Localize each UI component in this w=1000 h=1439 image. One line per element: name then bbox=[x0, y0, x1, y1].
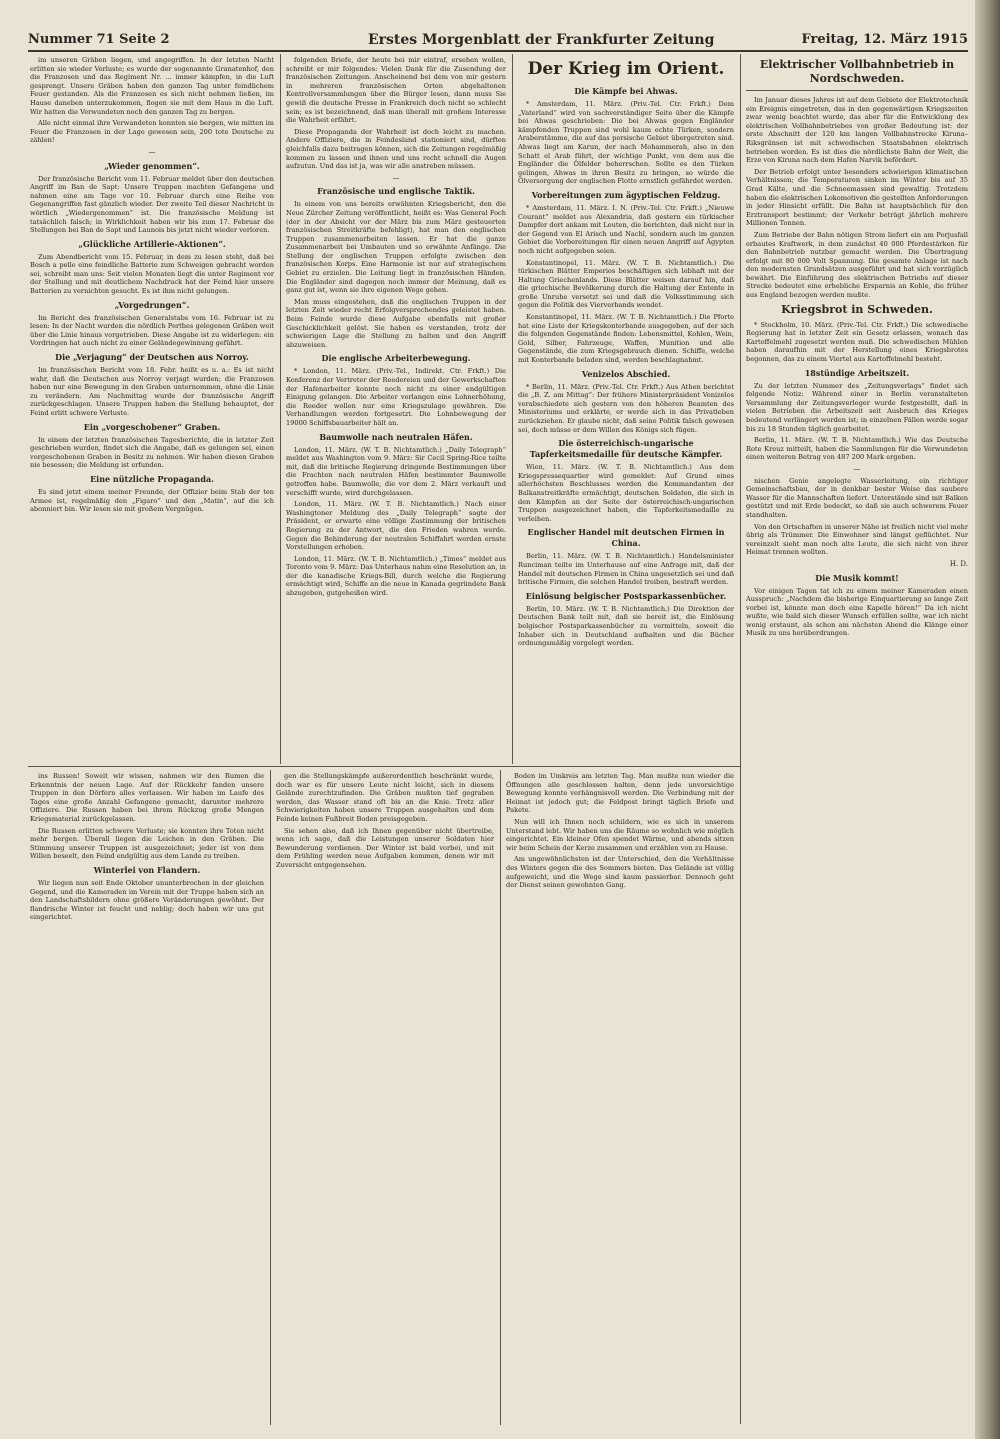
article-paragraph: ins Russen! Soweit wir wissen, nahmen wir den Rumen die Erkenntnis der neuen Lage. Auf der Rückkehr fanden unsere Truppen in den Dörfern alles verlassen. Wir haben im Laufe des Tages eine große Anzahl Gefangene gemacht, darunter mehrere Offiziere. Die Russen haben bei ihrem Rückzug große Mengen Kriegsmaterial zurückgelassen. bbox=[30, 772, 264, 823]
article-paragraph: Vor einigen Tagen tat ich zu einem meiner Kameraden einen Ausspruch: „Nachdem die bisherige Einquartierung so lange Zeit vorbei ist, könnte man doch eine Kapelle hören!“ Da ich nicht wußte, wie bald sich dieser Wunsch erfüllen sollte, war ich nicht wenig erstaunt, als schon am nächsten Abend die Klänge einer Musik zu uns herüberdrangen. bbox=[746, 586, 968, 638]
article-paragraph: * Berlin, 11. März. (Priv.-Tel. Ctr. Frkft.) Aus Athen berichtet die „B. Z. am Mittag“: Der frühere Ministerpräsident Venizelos verabschiedete sich gestern von den höheren Beamten des Ministeriums und erklärte, er werde sich in das Privatleben zurückziehen. Er glaube nicht, daß seine Politik falsch gewesen sei, doch müsse er dem Willen des Königs sich fügen. bbox=[518, 382, 734, 434]
issue-date: Freitag, 12. März 1915 bbox=[801, 32, 968, 47]
section-heading: Einlösung belgischer Postsparkassenbücher. bbox=[525, 590, 727, 601]
article-paragraph: Der französische Bericht vom 11. Februar meldet über den deutschen Angriff im Ban de Sapt: Unsere Truppen machten Gefangene und nahmen eine am Tage vor 10. Februar durch eine Reihe von Gegenangriffen fast gänzlich wieder. Der zweite Teil dieser Nachricht in wörtlich „Wiedergenommen“ ist. Die französische Meldung ist tatsächlich falsch; in Wirklichkeit haben wir bis zum 17. Februar die Stellungen bei Ban de Sapt und Launois bis jetzt nicht wieder verloren. bbox=[30, 174, 274, 235]
article-paragraph: London, 11. März. (W. T. B. Nichtamtlich.) „Daily Telegraph“ meldet aus Washington vom 9. März: Sir Cecil Spring-Rice teilte mit, daß die britische Regierung dringende Bestimmungen über die Frachten nach neutralen Häfen bestimmter Baumwolle getroffen habe. Baumwolle, die vor dem 2. März verkauft und verschifft wurde, wird durchgelassen. bbox=[286, 445, 506, 497]
section-heading: 18stündige Arbeitszeit. bbox=[804, 367, 910, 378]
article-paragraph: Man muss eingestehen, daß die englischen Truppen in der letzten Zeit wieder recht Erfolgversprechendes geleistet haben. Beim Feinde wurde diese Aufgabe ebenfalls mit großer Geschicklichkeit gelöst. Sie haben es verstanden, trotz der schwierigen Lage die Stellung zu halten und den Angriff abzuweisen. bbox=[286, 297, 506, 349]
section-rule bbox=[28, 766, 740, 767]
section-heading: Die Musik kommt! bbox=[815, 572, 899, 583]
article-paragraph: Wien, 11. März. (W. T. B. Nichtamtlich.) Aus dem Kriegspressequartier wird gemeldet: Auf Grund eines allerhöchsten Beschlusses werden die Kommandanten der Balkanstreitkräfte ermächtigt, deutschen Soldaten, die sich in den Kämpfen an der Seite der österreichisch-ungarischen Truppen ausgezeichnet haben, die Tapferkeitsmedaille zu verleihen. bbox=[518, 463, 734, 523]
column-rule bbox=[740, 54, 741, 1424]
article-paragraph: folgenden Briefe, der heute bei mir eintraf, ersehen wollen, schreibt er mir folgendes: Vielen Dank für die Zusendung der französischen Zeitungen. Anscheinend bei dem von mir gestern in mehreren französischen Orten abgehaltenen Kontrollversammlungen über die Bürger lesen, dann muss Sie gewiß die deutsche Presse in Frankreich doch nicht so schlecht sein; es ist bezeichnend, daß man überall mit großem Interesse die Wahrheit erfährt. bbox=[286, 56, 506, 125]
issue-number: Nummer 71 Seite 2 bbox=[28, 32, 170, 47]
column-feuilleton-2 bbox=[276, 772, 494, 1422]
article-paragraph: Alle nicht einmal ihre Verwandeten konnten sie bergen, wie mitten im Feuer die Franzosen in der Lage gewesen sein, 200 tote Deutsche zu zählen! bbox=[30, 119, 274, 145]
section-heading: Die „Verjagung“ der Deutschen aus Norroy. bbox=[55, 352, 249, 363]
section-heading: Englischer Handel mit deutschen Firmen in China. bbox=[527, 527, 725, 549]
article-paragraph: im unseren Gräben liegen, und angegriffen. In der letzten Nacht erlitten sie wieder Verluste; es wurde der sogenannte Granatenhof, den die Franzosen und das Regiment Nr. ... immer kämpfen, in die Luft gesprengt. Unsere Gräben haben den ganzen Tag unter feindlichem Feuer gestanden. Als die Franzosen es sich nicht nehmen ließen, im Hause daneben unterzukommen, flogen sie mit dem Haus in die Luft. Wir hatten die Verwundeten noch den ganzen Tag zu bergen. bbox=[30, 56, 274, 116]
section-heading: „Vorgedrungen“. bbox=[114, 299, 190, 310]
article-paragraph: * London, 11. März. (Priv.-Tel., Indirekt. Ctr. Frkft.) Die Konferenz der Vertreter der Reedereien und der Gewerkschaften der Hafenarbeiter konnte noch nicht zu einer endgültigen Einigung gelangen. Die Arbeiter verlangen eine Lohnerhöhung, die Reeder wollen nur eine Kriegszulage gewähren. Die Verhandlungen werden fortgesetzt. Die Lohnbewegung der 19000 Schiffsbauarbeiter hält an. bbox=[286, 367, 506, 427]
article-paragraph: Wir liegen nun seit Ende Oktober ununterbrochen in der gleichen Gegend, und die Kameraden im Verein mit der Truppe haben sich an den Landschaftsbildern ohne größere Veränderungen gewöhnt. Der flandrische Winter ist feucht und neblig; doch haben wir uns gut eingerichtet. bbox=[30, 878, 264, 922]
section-heading: „Wieder genommen“. bbox=[104, 160, 200, 171]
section-heading: Kriegsbrot in Schweden. bbox=[781, 302, 933, 316]
article-paragraph: Es sind jetzt einem meiner Freunde, der Offizier beim Stab der ten Armee ist, regelmäßig den „Figaro“ und den „Matin“, auf die ich abonniert bin. Wir lesen sie mit großem Vergnügen. bbox=[30, 487, 274, 514]
article-paragraph: Berlin, 10. März. (W. T. B. Nichtamtlich.) Die Direktion der Deutschen Bank teilt mit, daß sie bereit ist, die Einlösung belgischer Postsparkassenbücher zu vermitteln, soweit die Inhaber sich in Deutschland aufhalten und die Bücher ordnungsmäßig vorgelegt werden. bbox=[518, 604, 734, 648]
article-paragraph: Im Bericht des französischen Generalstabs vom 16. Februar ist zu lesen: In der Nacht wurden die nördlich Perthes gelegenen Gräben weit über die Linie hinaus vorgetrieben. Diese Angabe ist zu widerlegen: ein Vordringen hat auch nicht zu einer Geländegewinnung geführt. bbox=[30, 313, 274, 348]
article-paragraph: Zum Betriebe der Bahn nötigen Strom liefert ein am Porjusfall erbautes Kraftwerk, in dem zunächst 40 000 Pferdestärken für den Bahnbetrieb nutzbar gemacht werden. Die Übertragung erfolgt mit 80 000 Volt Spannung. Die gesamte Anlage ist nach den modernsten Grundsätzen ausgeführt und hat sich vorzüglich bewährt. Die Einführung des elektrischen Betriebs auf dieser Strecke bedeutet eine erhebliche Ersparnis an Kohle, die früher aus England bezogen werden mußte. bbox=[746, 230, 968, 300]
page-binding-edge bbox=[975, 0, 1000, 1439]
article-paragraph: Konstantinopel, 11. März. (W. T. B. Nichtamtlich.) Die Pforte hat eine Liste der Kriegskonterbande ausgegeben, auf der sich die folgenden Gegenstände finden: Lebensmittel, Kohlen, Wein, Gold, Silber, Fahrzeuge, Waffen, Munition und alle Gegenstände, die zum Kriegsgebrauch dienen. Schiffe, welche mit Konterbande beladen sind, werden beschlagnahmt. bbox=[518, 313, 734, 365]
column-rule bbox=[270, 770, 271, 1425]
column-rule bbox=[500, 770, 501, 1425]
column-front-reports bbox=[30, 56, 274, 762]
article-paragraph: * Amsterdam, 11. März. (Priv.-Tel. Ctr. Frkft.) Dem „Vaterland“ wird von sachverständiger Seite über die Kämpfe bei Ahwas geschrieben: Die bei Ahwas gegen Engländer kämpfenden Truppen sind wohl kaum echte Türken, sondern Araberstämme, die auf das persische Gebiet übergetreten sind. Ahwas liegt am Karun, der nach Mohammerah, also in den Schatt el Arab führt, der wichtige Punkt, von dem aus die Engländer die Ölfelder beherrschen. Sollte es den Türken gelingen, Ahwas in ihren Besitz zu bringen, so würde die Ölversorgung der englischen Flotte ernstlich gefährdet werden. bbox=[518, 100, 734, 186]
article-paragraph: Diese Propaganda der Wahrheit ist doch leicht zu machen. Andere Offiziere, die in Feindesland stationiert sind, dürften gleichfalls dazu beitragen können, sich die Zeitungen regelmäßig kommen zu lassen und ihnen und uns recht schnell die Augen aufzutun. Und das ist ja, was wir alle anstreben müssen. bbox=[286, 127, 506, 171]
column-feuilleton-3 bbox=[506, 772, 734, 1422]
column-feuilleton-1 bbox=[30, 772, 264, 1422]
article-paragraph: Der Betrieb erfolgt unter besonders schwierigen klimatischen Verhältnissen; die Temperaturen sinken im Winter bis auf 35 Grad Kälte, und die Schneemassen sind gewaltig. Trotzdem haben die elektrischen Lokomotiven die gestellten Anforderungen in jeder Hinsicht erfüllt. Die Bahn ist hauptsächlich für den Erztransport bestimmt; der Verkehr beträgt jährlich mehrere Millionen Tonnen. bbox=[746, 167, 968, 228]
article-paragraph: Boden im Umkreis am letzten Tag. Man mußte nun wieder die Öffnungen alle geschlossen halten, denn jede unvorsichtige Bewegung konnte verhängnisvoll werden. Die Verbindung mit der Heimat ist jedoch gut; die Feldpost bringt täglich Briefe und Pakete. bbox=[506, 772, 734, 815]
article-paragraph: Zum Abendbericht vom 15. Februar, in dem zu lesen steht, daß bei Bosch a pelle eine feindliche Batterie zum Schweigen gebracht worden sei, schreibt man uns: Seit vielen Monaten liegt die unter Regiment vor der Stellung und mit deutlichem Nachdruck hat der Feind hier unsere Batterien zu vernichten gesucht. Es ist ihm nicht gelungen. bbox=[30, 252, 274, 296]
article-paragraph: Berlin, 11. März. (W. T. B. Nichtamtlich.) Handelsminister Runciman teilte im Unterhause auf eine Anfrage mit, daß der Handel mit deutschen Firmen in China ungesetzlich sei und daß britische Firmen, die solchen Handel treiben, bestraft werden. bbox=[518, 552, 734, 587]
column-rule bbox=[280, 54, 281, 764]
section-heading: Vorbereitungen zum ägyptischen Feldzug. bbox=[531, 189, 721, 200]
column-rule bbox=[512, 54, 513, 764]
article-paragraph: Die Russen erlitten schwere Verluste; sie konnten ihre Toten nicht mehr bergen. Überall liegen die Leichen in den Gräben. Die Stimmung unserer Truppen ist ausgezeichnet; jeder ist von dem Willen beseelt, den Feind endgültig aus dem Lande zu treiben. bbox=[30, 826, 264, 861]
article-paragraph: Sie sehen also, daß ich Ihnen gegenüber nicht übertreibe, wenn ich sage, daß die Leistungen unserer Soldaten hier Bewunderung verdienen. Der Winter ist bald vorbei, und mit dem Frühling werden neue Aufgaben kommen, denen wir mit Zuversicht entgegensehen. bbox=[276, 826, 494, 869]
article-paragraph: London, 11. März. (W. T. B. Nichtamtlich.) Nach einer Washingtoner Meldung des „Daily Telegraph“ sagte der Präsident, er erwarte eine völlige Zustimmung der britischen Regierung zu der Antwort, die den Frieden wahren werde. Gegen die Behinderung der neutralen Schiffahrt werden ernste Vorstellungen erhoben. bbox=[286, 500, 506, 552]
article-paragraph: Im französischen Bericht vom 18. Febr. heißt es u. a.: Es ist nicht wahr, daß die Deutschen aus Norroy verjagt wurden; die Franzosen haben nur eine Bewegung in den Graben unternommen, ohne die Linie zu verändern. Am Nachmittag wurde der französische Angriff zurückgeschlagen. Unsere Truppen haben die Stellung behauptet, der Feind erlitt schwere Verluste. bbox=[30, 366, 274, 417]
section-heading: Die Kämpfe bei Ahwas. bbox=[574, 86, 678, 96]
article-title: Der Krieg im Orient. bbox=[527, 59, 725, 79]
article-paragraph: London, 11. März. (W. T. B. Nichtamtlich.) „Times“ meldet aus Toronto vom 9. März: Das Unterhaus nahm eine Resolution an, in der die kanadische Kriegs-Bill, durch welche die Regierung ermächtigt wird, Schiffe an die neue in Kanada gegründete Bank abzugeben, gutgeheißen wird. bbox=[286, 554, 506, 598]
article-paragraph: Am ungewöhnlichsten ist der Unterschied, den die Verhältnisse des Winters gegen die des Sommers bieten. Das Gelände ist völlig aufgeweicht, und die Wege sind kaum passierbar. Dennoch geht der Dienst seinen gewohnten Gang. bbox=[506, 855, 734, 890]
divider: — bbox=[148, 147, 156, 156]
section-heading: Französische und englische Taktik. bbox=[317, 186, 475, 197]
article-paragraph: gen die Stellungskämpfe außerordentlich beschränkt wurde, doch war es für unsere Leute nicht leicht, sich in diesem Gelände zurechtzufinden. Die Gräben mußten tief gegraben werden, das Wasser stand oft bis an die Knie. Trotz aller Schwierigkeiten haben unsere Truppen ausgehalten und dem Feinde keinen Fußbreit Boden preisgegeben. bbox=[276, 772, 494, 823]
section-heading: Winterlei von Flandern. bbox=[93, 864, 201, 875]
page-header bbox=[28, 28, 968, 52]
column-orient-war bbox=[518, 56, 734, 762]
article-paragraph: Konstantinopel, 11. März. (W. T. B. Nichtamtlich.) Die türkischen Blätter Emperios beschäftigen sich lebhaft mit der Haltung Griechenlands. Diese Blätter weisen darauf hin, daß die griechische Bevölkerung durch die Haltung der Entente in große Unruhe versetzt sei und daß die Volksstimmung sich gegen die Politik des Vierverbands wendet. bbox=[518, 258, 734, 310]
article-paragraph: Zu der letzten Nummer des „Zeitungsverlags“ findet sich folgende Notiz: Während einer in Berlin veranstalteten Versammlung der Zeitungsverleger wurde festgestellt, daß in vielen Betrieben die Arbeitszeit seit Ausbruch des Krieges bedeutend verlängert worden ist; in einzelnen Fällen werde sogar bis zu 18 Stunden täglich gearbeitet. bbox=[746, 381, 968, 433]
article-paragraph: Berlin, 11. März. (W. T. B. Nichtamtlich.) Wie das Deutsche Rote Kreuz mitteilt, haben die Sammlungen für die Verwundeten einen weiteren Betrag von 487 200 Mark ergeben. bbox=[746, 436, 968, 462]
author-signature: H. D. bbox=[949, 559, 968, 568]
article-paragraph: In einem der letzten französischen Tagesberichte, die in letzter Zeit geschrieben wurden, findet sich die Angabe, daß es gelungen sei, einen vorgeschobenen Graben in Besitz zu nehmen. Wir haben diesen Graben nie besessen; die Meldung ist erfunden. bbox=[30, 435, 274, 470]
divider: — bbox=[853, 464, 861, 473]
section-heading: „Glückliche Artillerie-Aktionen“. bbox=[78, 238, 226, 249]
article-paragraph: nischen Genie angelegte Wasserleitung, ein richtiger Gemeinschaftsbau, der in denkbar bester Weise das saubere Wasser für die Mannschaften liefert. Unterstände sind mit Balken gestützt und mit Erde bedeckt, so daß sie auch schwerem Feuer standhalten. bbox=[746, 476, 968, 519]
article-paragraph: * Amsterdam, 11. März. I. N. (Priv.-Tel. Ctr. Frkft.) „Nieuwe Courant“ meldet aus Alexandria, daß gestern ein türkischer Dampfer dort ankam mit Leuten, die berichten, daß nicht nur in der Gegend von El Arisch und Nachl, sondern auch im ganzen Gebiet die Vorbereitungen für einen neuen Angriff auf Ägypten noch nicht aufgegeben seien. bbox=[518, 203, 734, 255]
masthead-title: Erstes Morgenblatt der Frankfurter Zeitung bbox=[368, 32, 715, 48]
article-paragraph: Im Januar dieses Jahres ist auf dem Gebiete der Elektrotechnik ein Ereignis eingetreten, das in den gegenwärtigen Kriegszeiten zwar wenig beachtet wurde, das aber für die Entwicklung des elektrischen Vollbahnbetriebes von großer Bedeutung ist: der erste Abschnitt der 120 km langen Vollbahnstrecke Kiruna–Riksgränsen ist mit schwedischen Staatsbahnen elektrisch betrieben worden. Es ist dies die nördlichste Bahn der Welt, die Erze von Kiruna nach dem Hafen Narvik befördert. bbox=[746, 96, 968, 165]
section-heading: Baumwolle nach neutralen Häfen. bbox=[319, 431, 473, 442]
column-tactics bbox=[286, 56, 506, 762]
section-heading: Die englische Arbeiterbewegung. bbox=[321, 353, 471, 364]
section-heading: Die österreichisch-ungarische Tapferkeitsmedaille für deutsche Kämpfer. bbox=[529, 438, 723, 460]
article-paragraph: Von den Ortschaften in unserer Nähe ist freilich nicht viel mehr übrig als Trümmer. Die Einwohner sind längst geflüchtet. Nur vereinzelt sieht man noch alte Leute, die sich nicht von ihrer Heimat trennen wollten. bbox=[746, 522, 968, 557]
divider: — bbox=[392, 173, 400, 182]
article-title: Elektrischer Vollbahnbetrieb in Nordschweden. bbox=[746, 58, 968, 91]
section-heading: Ein „vorgeschobener“ Graben. bbox=[83, 421, 221, 432]
section-heading: Venizelos Abschied. bbox=[581, 368, 671, 379]
article-paragraph: Nun will ich Ihnen noch schildern, wie es sich in unserem Unterstand lebt. Wir haben uns die Räume so wohnlich wie möglich eingerichtet. Ein kleiner Ofen spendet Wärme, und abends sitzen wir beim Schein der Kerze zusammen und erzählen von zu Hause. bbox=[506, 817, 734, 852]
article-paragraph: In einem von uns bereits erwähnten Kriegsbericht, den die Neue Zürcher Zeitung veröffentlicht, heißt es: Was General Foch (der in der Absicht vor der März bis zum März gesteuerten französischen Streitkräfte befehligt), hat man den englischen Truppen zusammenarbeiten lassen. Er hat die ganze Zusammenarbeit bei Umbauten und so erwähnte Anfänge. Die Stellung der englischen Truppen erfolgte zwischen den französischen Korps. Eine Harmonie ist nur auf strategischem Gebiet zu erzielen. Die Leitung liegt in französischen Händen. Die Engländer sind dagegen noch immer der Meinung, daß es ganz gut ist, wenn sie ihre eigenen Wege gehen. bbox=[286, 200, 506, 295]
column-sweden bbox=[746, 56, 968, 1426]
article-paragraph: * Stockholm, 10. März. (Priv.-Tel. Ctr. Frkft.) Die schwedische Regierung hat in letzter Zeit ein Gesetz erlassen, wonach das Kartoffelmehl zugesetzt werden muß. Die schwedischen Mühlen haben daraufhin mit der Herstellung eines Kriegsbrotes begonnen, das zu einem Viertel aus Kartoffelmehl besteht. bbox=[746, 320, 968, 364]
section-heading: Eine nützliche Propaganda. bbox=[90, 473, 214, 484]
